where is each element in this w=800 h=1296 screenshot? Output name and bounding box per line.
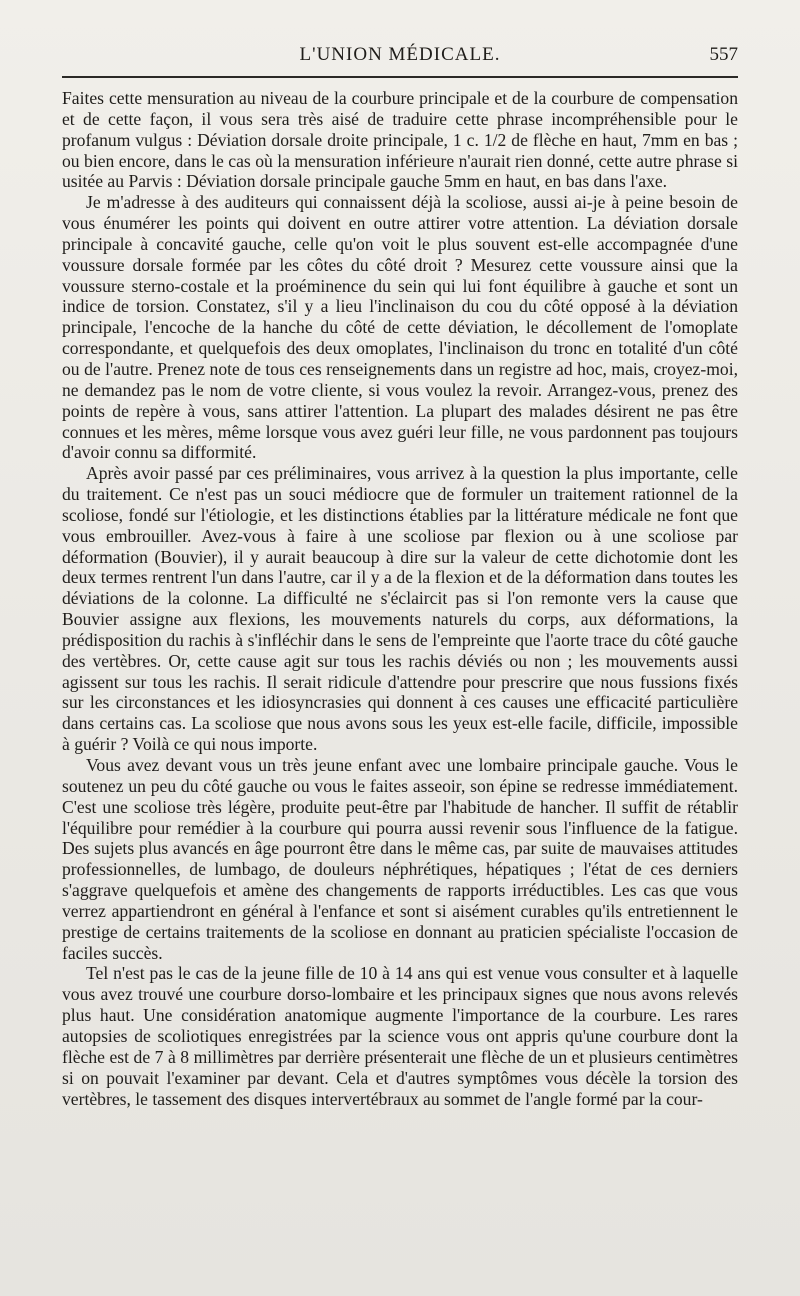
page-number: 557 <box>709 44 738 65</box>
paragraph-young-child: Vous avez devant vous un très jeune enfant avec une lombaire principale gauche. Vous le soutenez un peu du côté gauche ou vous le faites asseoir, son épine se redresse immédiatement. C'est une scoliose très légère, produite peut-être par l'habitude de hancher. Il suffit de rétablir l'équilibre pour remédier à la courbure qui pourra aussi revenir sous l'influence de la fatigue. Des sujets plus avancés en âge pourront être dans le même cas, par suite de mauvaises attitudes professionnelles, de lumbago, de douleurs néphrétiques, hépatiques ; l'état de ces derniers s'aggrave quelquefois et amène des changements de rapports irréductibles. Les cas que vous verrez appartiendront en général à l'enfance et sont si aisément curables qu'ils entretiennent le prestige de certains traitements de la scoliose en donnant au praticien spécialiste l'occasion de faciles succès. <box>62 755 738 963</box>
paragraph-examination: Je m'adresse à des auditeurs qui connaissent déjà la scoliose, aussi ai-je à peine besoin de vous énumérer les points qui doivent en outre attirer votre attention. La déviation dorsale principale à concavité gauche, celle qu'on voit le plus souvent est-elle accompagnée d'une voussure dorsale formée par les côtes du côté droit ? Mesurez cette voussure ainsi que la voussure sterno-costale et la proéminence du sein qui lui font équilibre à gauche et sont un indice de torsion. Constatez, s'il y a lieu l'inclinaison du cou du côté opposé à la déviation principale, l'encoche de la hanche du côté de cette déviation, le décollement de l'omoplate correspondante, et quelquefois des deux omoplates, l'inclinaison du tronc en totalité d'un côté ou de l'autre. Prenez note de tous ces renseignements dans un registre ad hoc, mais, croyez-moi, ne demandez pas le nom de votre cliente, si vous voulez la revoir. Arrangez-vous, prenez des points de repère à vous, sans attirer l'attention. La plupart des malades désirent ne pas être connues et les mères, même lorsque vous avez guéri leur fille, ne vous pardonnent pas toujours d'avoir connu sa difformité. <box>62 192 738 463</box>
header-rule <box>62 76 738 78</box>
page-header <box>62 42 738 76</box>
paragraph-treatment: Après avoir passé par ces préliminaires, vous arrivez à la question la plus importante, celle du traitement. Ce n'est pas un souci médiocre que de formuler un traitement rationnel de la scoliose, fondé sur l'étiologie, et les distinctions établies par la littérature médicale ne font que vous embrouiller. Avez-vous à faire à une scoliose par flexion ou à une scoliose par déformation (Bouvier), il y aurait beaucoup à dire sur la valeur de cette dichotomie dont les deux termes rentrent l'un dans l'autre, car il y a de la flexion et de la déformation dans toutes les déviations de la colonne. La difficulté ne s'éclaircit pas si l'on remonte vers la cause que Bouvier assigne aux flexions, les mouvements naturels du corps, aux déformations, la prédisposition du rachis à s'infléchir dans le sens de l'empreinte que l'aorte trace du côté gauche des vertèbres. Or, cette cause agit sur tous les rachis déviés ou non ; les mouvements aussi agissent sur tous les rachis. Il serait ridicule d'attendre pour prescrire que nous fussions fixés sur les circonstances et les idiosyncrasies qui donnent à ces causes une efficacité particulière dans certains cas. La scoliose que nous avons sous les yeux est-elle facile, difficile, impossible à guérir ? Voilà ce qui nous importe. <box>62 463 738 755</box>
article-body <box>62 88 738 1288</box>
paragraph-measurement: Faites cette mensuration au niveau de la courbure principale et de la courbure de compensation et de cette façon, il vous sera très aisé de traduire cette phrase incompréhensible pour le profanum vulgus : Déviation dorsale droite principale, 1 c. 1/2 de flèche en haut, 7mm en bas ; ou bien encore, dans le cas où la mensuration inférieure n'aurait rien donné, cette autre phrase si usitée au Parvis : Déviation dorsale principale gauche 5mm en haut, en bas dans l'axe. <box>62 88 738 192</box>
paragraph-young-girl: Tel n'est pas le cas de la jeune fille de 10 à 14 ans qui est venue vous consulter et à laquelle vous avez trouvé une courbure dorso-lombaire et les principaux signes que nous avons relevés plus haut. Une considération anatomique augmente l'importance de la courbure. Les rares autopsies de scoliotiques enregistrées par la science vous ont appris qu'une courbure dont la flèche est de 7 à 8 millimètres par derrière présenterait une flèche de un et plusieurs centimètres si on pouvait l'examiner par devant. Cela et d'autres symptômes vous décèle la torsion des vertèbres, le tassement des disques intervertébraux au sommet de l'angle formé par la cour- <box>62 963 738 1109</box>
running-title: L'UNION MÉDICALE. <box>299 44 501 65</box>
